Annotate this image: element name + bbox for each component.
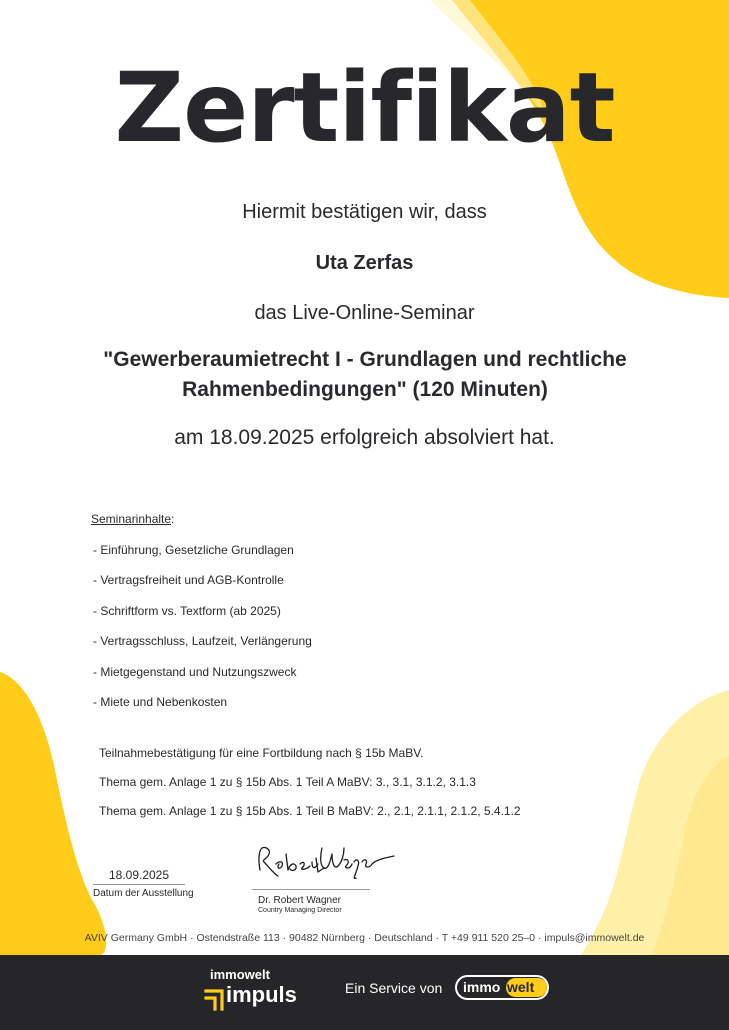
intro-line: Hiermit bestätigen wir, dass <box>242 201 487 223</box>
seminar-contents-heading-colon: : <box>171 512 175 526</box>
list-item: - Mietgegenstand und Nutzungszweck <box>93 664 297 679</box>
list-item: - Einführung, Gesetzliche Grundlagen <box>93 543 294 557</box>
immowelt-logo <box>455 975 549 1000</box>
company-address: AVIV Germany GmbH · Ostendstraße 113 · 90482 Nürnberg · Deutschland · T +49 911 520 25–0 · impuls@immowelt.de <box>84 932 645 944</box>
recipient-name: Uta Zerfas <box>315 252 414 274</box>
list-item: - Schriftform vs. Textform (ab 2025) <box>93 603 281 618</box>
signatory-role: Country Managing Director <box>258 907 342 914</box>
mabv-section <box>99 745 521 832</box>
list-item: - Vertragsfreiheit und AGB-Kontrolle <box>93 573 284 588</box>
certificate-title: Zertifikat <box>114 52 615 164</box>
issue-date-block <box>93 868 194 899</box>
footer-bar <box>0 955 729 1030</box>
completion-line: am 18.09.2025 erfolgreich absolviert hat. <box>174 426 555 449</box>
brand-main-text: impuls <box>226 982 297 1007</box>
impuls-mark-icon <box>204 985 226 1011</box>
issue-date-label: Datum der Ausstellung <box>93 888 194 899</box>
seminar-contents-heading-text: Seminarinhalte <box>91 512 172 526</box>
seminar-contents-heading <box>91 512 174 526</box>
mabv-confirmation: Teilnahmebestätigung für eine Fortbildung nach § 15b MaBV. <box>99 746 424 760</box>
seminar-contents-list <box>93 542 312 724</box>
logo-part-welt-box <box>506 978 547 997</box>
logo-part-welt: welt <box>507 979 535 995</box>
seminar-title-line-1: "Gewerberaumietrecht I - Grundlagen und rechtliche <box>103 348 627 371</box>
signatory-name: Dr. Robert Wagner <box>258 895 341 906</box>
mabv-topic-b: Thema gem. Anlage 1 zu § 15b Abs. 1 Teil B MaBV: 2., 2.1, 2.1.1, 2.1.2, 5.4.1.2 <box>99 804 521 818</box>
mabv-topic-a: Thema gem. Anlage 1 zu § 15b Abs. 1 Teil A MaBV: 3., 3.1, 3.1.2, 3.1.3 <box>99 775 476 789</box>
service-text: Ein Service von <box>345 980 443 996</box>
signature-line <box>252 889 370 890</box>
seminar-title-line-2: Rahmenbedingungen" (120 Minuten) <box>182 378 548 401</box>
list-item: - Vertragsschluss, Laufzeit, Verlängerung <box>93 634 312 649</box>
seminar-type: das Live-Online-Seminar <box>254 302 475 324</box>
signature-block <box>252 840 374 914</box>
list-item: - Miete und Nebenkosten <box>93 694 228 709</box>
seminar-title <box>60 345 670 405</box>
logo-part-immo: immo <box>463 979 501 995</box>
handwritten-signature <box>252 840 402 884</box>
issue-date: 18.09.2025 <box>93 868 185 885</box>
brand-top-text: immowelt <box>210 967 270 982</box>
